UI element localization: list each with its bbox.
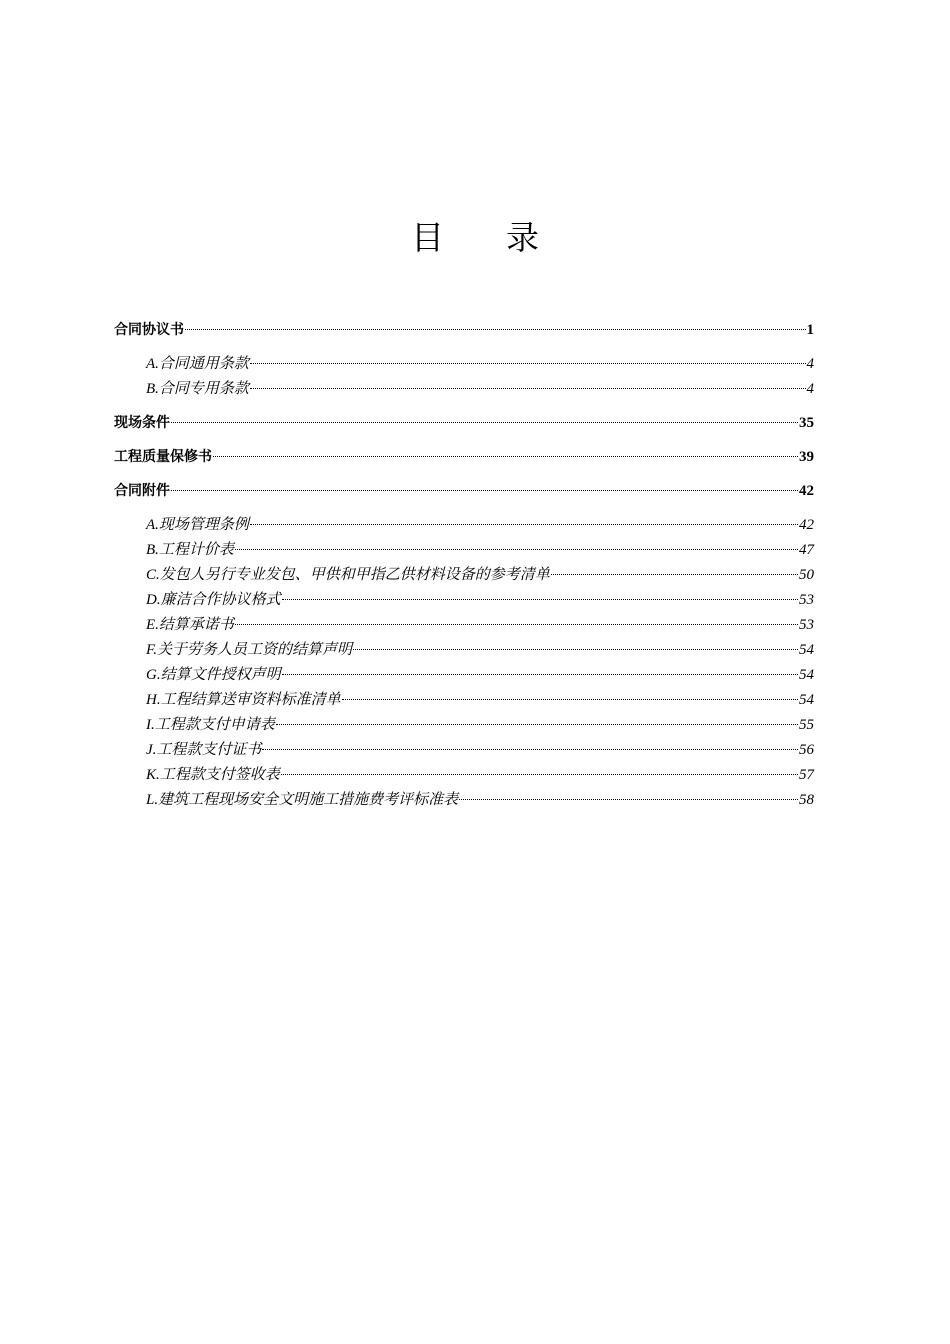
toc-entry-label: J.工程款支付证书 [146, 742, 262, 758]
toc-entry-label: E.结算承诺书 [146, 617, 234, 633]
toc-entry-special-terms[interactable] [114, 377, 814, 402]
toc-entry-label: F.关于劳务人员工资的结算声明 [146, 642, 352, 658]
dot-leader [281, 774, 798, 775]
toc-entry-label: 现场条件 [114, 415, 170, 431]
toc-entry-attachment-f[interactable] [114, 638, 814, 663]
dot-leader [282, 599, 798, 600]
toc-entry-attachment-c[interactable] [114, 563, 814, 588]
dot-leader [235, 549, 798, 550]
toc-entry-page: 53 [799, 617, 814, 633]
toc-entry-label: A.合同通用条款 [146, 356, 249, 372]
dot-leader [250, 524, 798, 525]
dot-leader [282, 674, 798, 675]
toc-entry-page: 42 [799, 517, 814, 533]
toc-entry-attachment-e[interactable] [114, 613, 814, 638]
toc-title-char-2: 录 [506, 218, 539, 257]
table-of-contents [114, 318, 814, 813]
toc-entry-label: D.廉洁合作协议格式 [146, 592, 281, 608]
toc-entry-label: 合同协议书 [114, 322, 184, 338]
toc-entry-page: 58 [799, 792, 814, 808]
toc-entry-page: 42 [799, 483, 814, 499]
toc-entry-attachment-k[interactable] [114, 763, 814, 788]
dot-leader [353, 649, 798, 650]
toc-entry-attachment-h[interactable] [114, 688, 814, 713]
toc-entry-label: 合同附件 [114, 483, 170, 499]
toc-entry-attachment-b[interactable] [114, 538, 814, 563]
toc-entry-page: 54 [799, 667, 814, 683]
toc-entry-general-terms[interactable] [114, 352, 814, 377]
toc-entry-page: 1 [806, 322, 814, 338]
toc-entry-label: C.发包人另行专业发包、甲供和甲指乙供材料设备的参考清单 [146, 567, 550, 583]
toc-entry-attachment-l[interactable] [114, 788, 814, 813]
dot-leader [342, 699, 798, 700]
dot-leader [171, 422, 798, 423]
dot-leader [235, 624, 798, 625]
toc-entry-label: L.建筑工程现场安全文明施工措施费考评标准表 [146, 792, 459, 808]
toc-title [0, 212, 950, 259]
toc-entry-page: 50 [799, 567, 814, 583]
toc-entry-page: 55 [799, 717, 814, 733]
toc-entry-label: G.结算文件授权声明 [146, 667, 281, 683]
toc-entry-attachment-g[interactable] [114, 663, 814, 688]
toc-entry-label: 工程质量保修书 [114, 449, 212, 465]
toc-entry-label: B.工程计价表 [146, 542, 234, 558]
toc-entry-page: 53 [799, 592, 814, 608]
toc-entry-page: 4 [806, 381, 814, 397]
toc-entry-attachment-d[interactable] [114, 588, 814, 613]
toc-entry-attachments[interactable] [114, 479, 814, 504]
toc-entry-page: 4 [806, 356, 814, 372]
toc-entry-quality-warranty[interactable] [114, 445, 814, 470]
toc-entry-page: 39 [799, 449, 814, 465]
toc-entry-label: A.现场管理条例 [146, 517, 249, 533]
toc-title-char-1: 目 [411, 218, 444, 257]
toc-entry-label: H.工程结算送审资料标准清单 [146, 692, 341, 708]
toc-entry-site-conditions[interactable] [114, 411, 814, 436]
toc-entry-page: 56 [799, 742, 814, 758]
toc-entry-page: 35 [799, 415, 814, 431]
dot-leader [276, 724, 798, 725]
toc-entry-contract-agreement[interactable] [114, 318, 814, 343]
toc-entry-attachment-i[interactable] [114, 713, 814, 738]
dot-leader [185, 329, 806, 330]
toc-entry-page: 54 [799, 692, 814, 708]
dot-leader [459, 799, 798, 800]
toc-entry-label: I.工程款支付申请表 [146, 717, 275, 733]
dot-leader [250, 363, 806, 364]
toc-entry-page: 47 [799, 542, 814, 558]
toc-entry-label: K.工程款支付签收表 [146, 767, 280, 783]
toc-entry-attachment-a[interactable] [114, 513, 814, 538]
toc-entry-page: 54 [799, 642, 814, 658]
toc-entry-page: 57 [799, 767, 814, 783]
toc-entry-attachment-j[interactable] [114, 738, 814, 763]
dot-leader [171, 490, 798, 491]
dot-leader [213, 456, 798, 457]
dot-leader [262, 749, 798, 750]
dot-leader [551, 574, 798, 575]
toc-entry-label: B.合同专用条款 [146, 381, 249, 397]
dot-leader [250, 388, 806, 389]
